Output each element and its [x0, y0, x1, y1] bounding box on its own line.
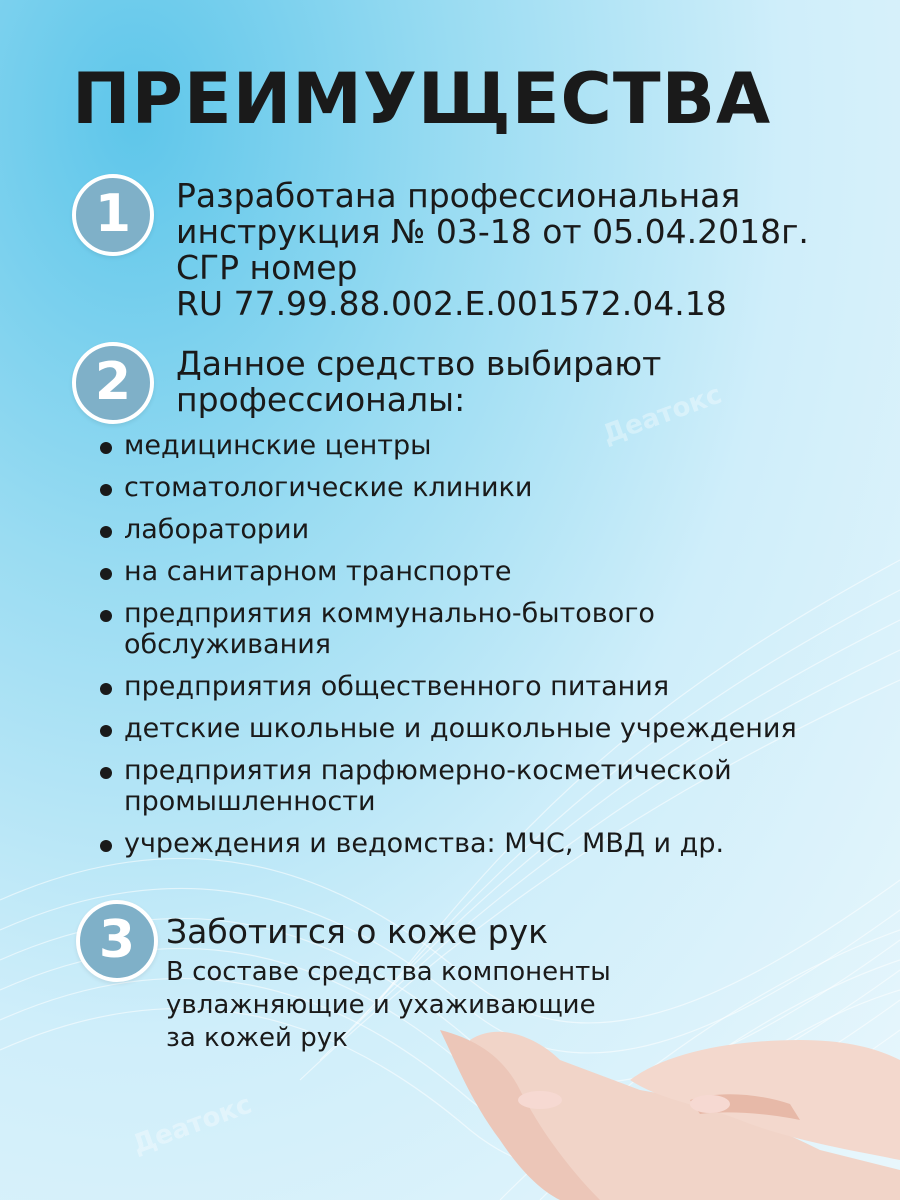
watermark-text: Деатокс [598, 379, 726, 451]
watermark-text: Деатокс [128, 1089, 256, 1161]
list-item: на санитарном транспорте [100, 556, 797, 587]
list-item: лаборатории [100, 514, 797, 545]
list-item: медицинские центры [100, 430, 797, 461]
advantage-3-line: за кожей рук [166, 1023, 348, 1053]
list-item: детские школьные и дошкольные учреждения [100, 713, 797, 744]
advantage-3-heading: Заботится о коже рук [166, 912, 549, 951]
list-item: предприятия общественного питания [100, 671, 797, 702]
advantage-1-line: RU 77.99.88.002.Е.001572.04.18 [176, 284, 727, 323]
advantage-2-text [176, 346, 661, 418]
advantage-3-text [166, 956, 611, 1055]
advantage-3-line: увлажняющие и ухаживающие [166, 990, 596, 1020]
page-title: ПРЕИМУЩЕСТВА [72, 58, 772, 140]
list-item-continuation: промышленности [124, 786, 376, 817]
list-item: предприятия коммунально-бытового [100, 598, 797, 629]
advantage-1-line: инструкция № 03-18 от 05.04.2018г. [176, 212, 809, 251]
professionals-list [100, 430, 797, 859]
advantage-1-line: СГР номер [176, 248, 358, 287]
advantage-2-line: профессионалы: [176, 380, 466, 419]
list-item: предприятия парфюмерно-косметической [100, 755, 797, 786]
number-badge-2: 2 [72, 342, 154, 424]
advantage-1-line: Разработана профессиональная [176, 176, 741, 215]
number-badge-1: 1 [72, 174, 154, 256]
list-item: стоматологические клиники [100, 472, 797, 503]
advantage-2-line: Данное средство выбирают [176, 344, 662, 383]
list-item-continuation: обслуживания [124, 629, 332, 660]
number-badge-3: 3 [76, 900, 158, 982]
list-item: учреждения и ведомства: МЧС, МВД и др. [100, 828, 797, 859]
hands-illustration [440, 1030, 900, 1200]
advantage-3-line: В составе средства компоненты [166, 957, 611, 987]
advantage-1-text [176, 178, 809, 322]
